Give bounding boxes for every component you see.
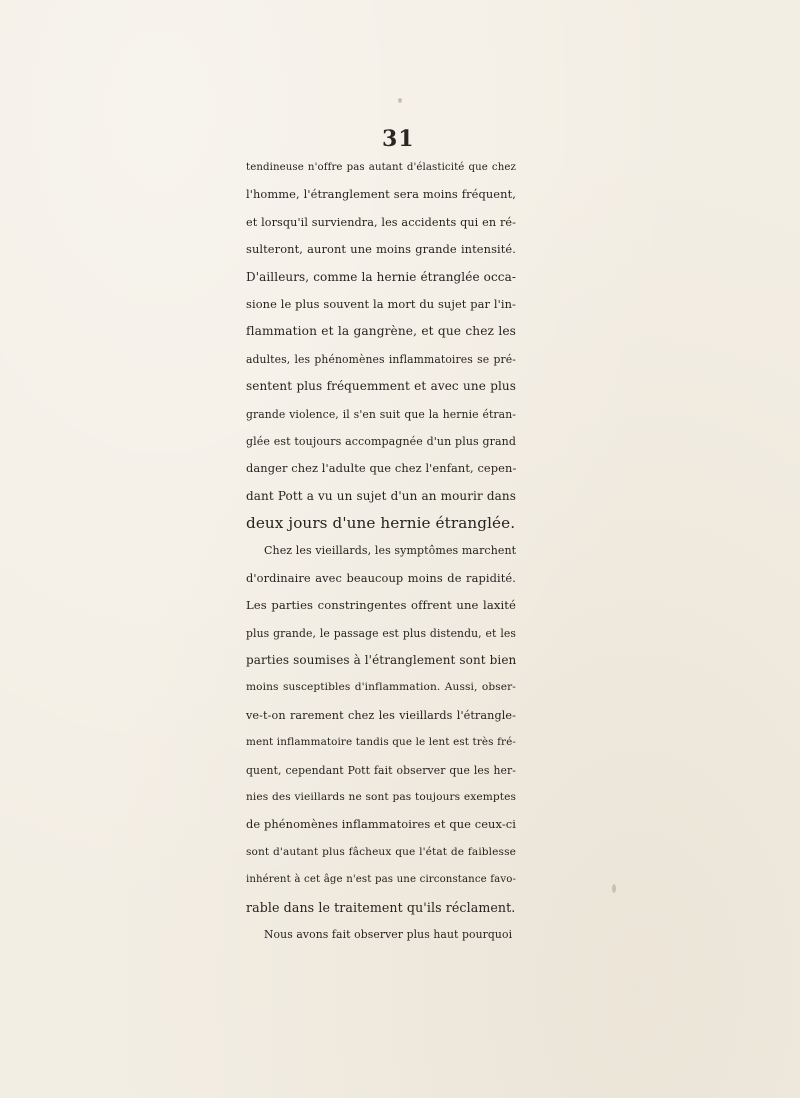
- text-line: ve-t-on rarement chez les vieillards l'étrangle-: [246, 708, 516, 722]
- text-line: Les parties constringentes offrent une laxité: [246, 598, 516, 613]
- text-line: grande violence, il s'en suit que la hernie étran-: [246, 407, 516, 421]
- page-number: 31: [382, 126, 415, 152]
- text-line: ment inflammatoire tandis que le lent est très fré-: [246, 736, 516, 749]
- text-line: deux jours d'une hernie étranglée.: [246, 514, 516, 533]
- text-line: d'ordinaire avec beaucoup moins de rapidité.: [246, 570, 516, 585]
- text-line: parties soumises à l'étranglement sont bien: [246, 653, 517, 668]
- text-line: sont d'autant plus fâcheux que l'état de faiblesse: [246, 845, 516, 858]
- paper-speck: [398, 98, 402, 103]
- text-line: l'homme, l'étranglement sera moins fréquent,: [246, 187, 516, 202]
- text-line: danger chez l'adulte que chez l'enfant, cepen-: [246, 461, 517, 476]
- text-line: sulteront, auront une moins grande intensité.: [246, 242, 516, 257]
- text-line: inhérent à cet âge n'est pas une circonstance favo-: [246, 874, 516, 886]
- text-line: de phénomènes inflammatoires et que ceux-ci: [246, 817, 516, 832]
- text-line: tendineuse n'offre pas autant d'élasticité que chez: [246, 162, 516, 173]
- text-line: D'ailleurs, comme la hernie étranglée occa-: [246, 269, 516, 284]
- text-line: Chez les vieillards, les symptômes marchent: [264, 544, 517, 558]
- text-line: sentent plus fréquemment et avec une plus: [246, 379, 516, 394]
- text-line: et lorsqu'il surviendra, les accidents qui en ré-: [246, 215, 516, 229]
- text-line: dant Pott a vu un sujet d'un an mourir dans: [246, 488, 516, 503]
- text-line: sione le plus souvent la mort du sujet par l'in-: [246, 296, 516, 311]
- text-line: plus grande, le passage est plus distendu, et les: [246, 626, 516, 640]
- body-text: [246, 154, 516, 948]
- text-line: nies des vieillards ne sont pas toujours exemptes: [246, 790, 516, 803]
- text-line: rable dans le traitement qu'ils réclament.: [246, 899, 516, 915]
- text-line: moins susceptibles d'inflammation. Aussi, obser-: [246, 681, 516, 694]
- text-line: quent, cependant Pott fait observer que les her-: [246, 763, 516, 777]
- paper-speck: [612, 884, 616, 893]
- text-line: flammation et la gangrène, et que chez les: [246, 324, 516, 339]
- text-line: glée est toujours accompagnée d'un plus grand: [246, 434, 516, 448]
- text-line: adultes, les phénomènes inflammatoires se pré-: [246, 352, 516, 366]
- text-line: Nous avons fait observer plus haut pourquoi: [264, 927, 513, 941]
